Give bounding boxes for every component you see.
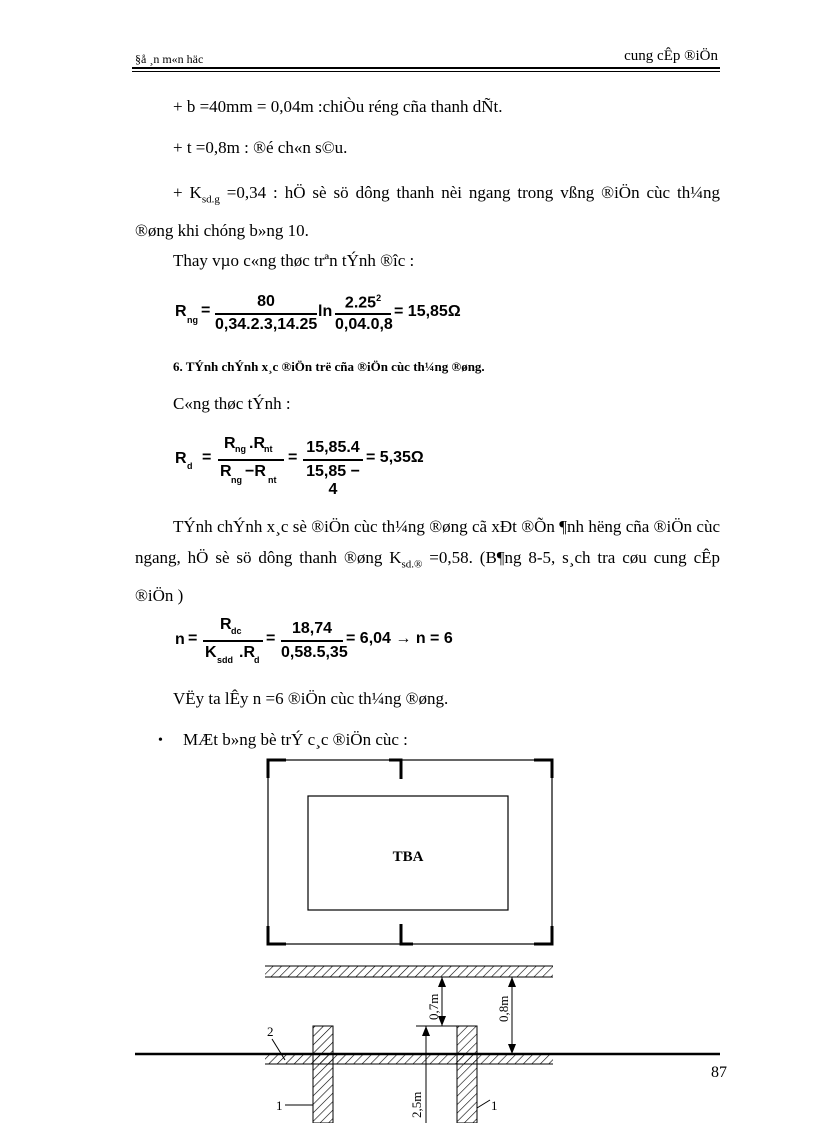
label-1-right: 1 xyxy=(491,1098,498,1113)
dimension-25: 2,5m xyxy=(409,1091,424,1118)
page-number: 87 xyxy=(711,1064,727,1081)
formula-label: C«ng thøc tÝnh : xyxy=(173,394,291,413)
plan-view xyxy=(268,760,552,944)
ksd-paragraph: + $K_{sd.g} =0,34$ : hÖ sè sö dông thanh nèi ngang trong vßng ®iÖn cùc th¼ng ®øng khi chóng b»ng 10. xyxy=(135,183,721,241)
tinh-paragraph: TÝnh chÝnh x¸c sè ®iÖn cùc th¼ng ®øng cã xÐt ®Õn ¶nh hëng cña ®iÖn cùc ngang, hÖ sè sö dông thanh ®øng $K_{sd.®} =0,58$. (B¶ng 8-5, s¸ch tra cøu cung cÊp ®iÖn ) xyxy=(135,517,720,606)
line-t: + t =0,8m : ®é ch«n s©u. xyxy=(173,138,348,157)
header-right-text: cung cÊp ®iÖn xyxy=(624,48,718,64)
conclusion-line: VËy ta lÊy n =6 ®iÖn cùc th¼ng ®øng. xyxy=(173,689,449,708)
tba-label: TBA xyxy=(392,849,424,865)
equation-r-d: R d = R ng .R nt R ng −R nt = 15,85.4 15,85 − 4 = 5,35Ω xyxy=(175,435,424,498)
header-left-text: §å ¸n m«n häc xyxy=(135,52,204,66)
vertical-rod-right xyxy=(457,1026,477,1123)
equation-n: n = R dc K sdd .R d = 18,74 0,58.5,35 = 6,04 → n = 6 xyxy=(175,616,453,665)
ground-surface xyxy=(265,966,553,977)
dimension-08: 0,8m xyxy=(496,995,511,1022)
bullet-icon: • xyxy=(158,733,163,748)
thay-vao-line: Thay vµo c«ng thøc trªn tÝnh ®îc : xyxy=(173,251,415,270)
label-2: 2 xyxy=(267,1024,274,1039)
section-6-heading: 6. TÝnh chÝnh x¸c ®iÖn trë cña ®iÖn cùc th¼ng ®øng. xyxy=(173,359,485,374)
line-b: + b =40mm = 0,04m :chiÒu réng cña thanh dÑt. xyxy=(173,97,503,116)
label-1-left: 1 xyxy=(276,1098,283,1113)
bullet-text: MÆt b»ng bè trÝ c¸c ®iÖn cùc : xyxy=(183,730,408,749)
vertical-rod-left xyxy=(313,1026,333,1123)
equation-r-ng: R ng = 80 0,34.2.3,14.25 ln 2.25$^2$ 0,04.0,8 = 15,85Ω xyxy=(175,293,461,333)
horizontal-bar xyxy=(265,1054,553,1064)
dimension-07: 0,7m xyxy=(426,993,441,1020)
section-view xyxy=(135,966,720,1123)
